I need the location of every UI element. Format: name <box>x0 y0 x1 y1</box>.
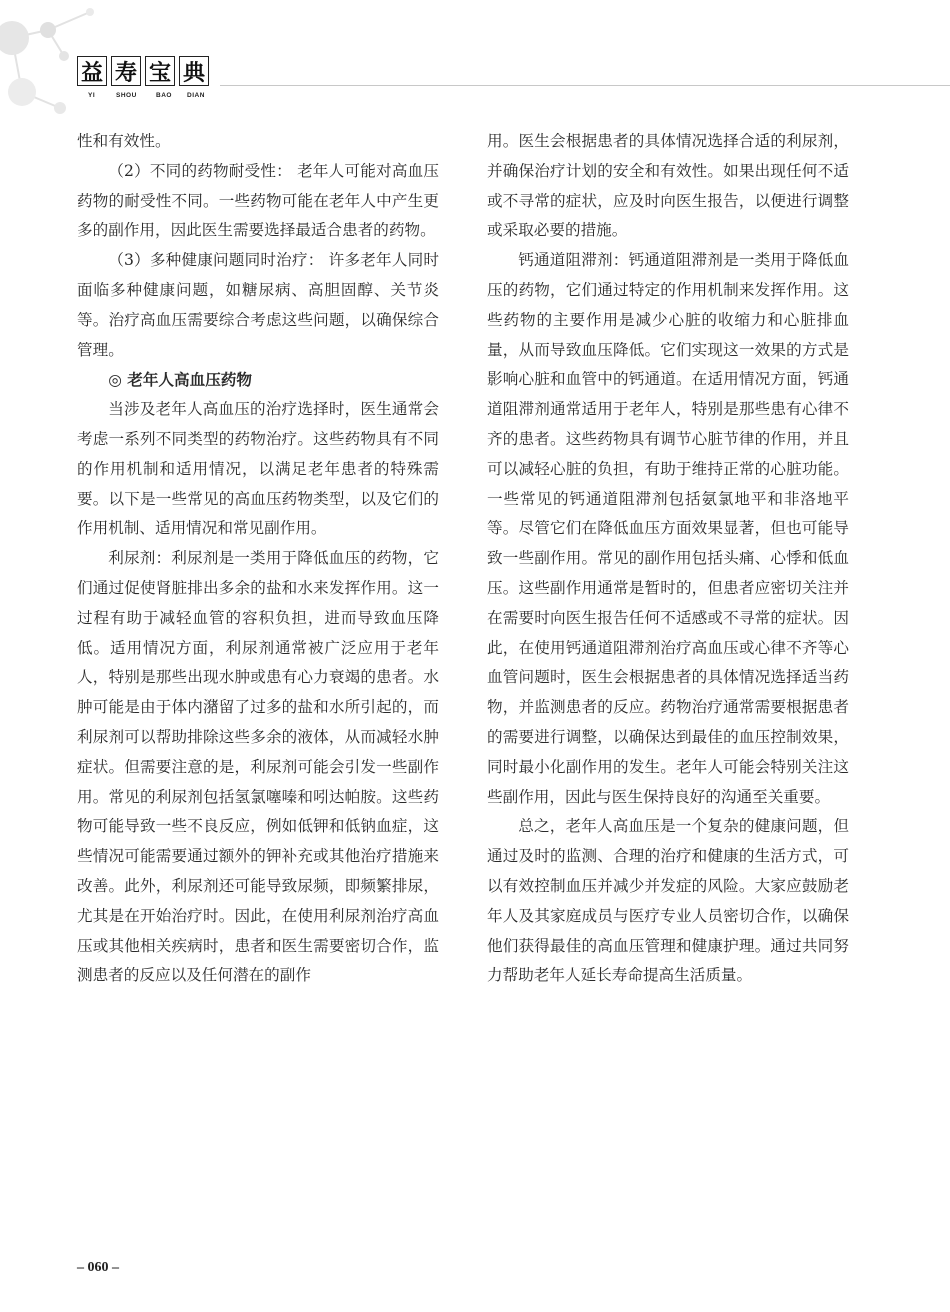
paragraph: （3）多种健康问题同时治疗： 许多老年人同时面临多种健康问题，如糖尿病、高胆固醇、关节炎等。治疗高血压需要综合考虑这些问题，以确保综合管理。 <box>77 251 439 359</box>
paragraph: （2）不同的药物耐受性： 老年人可能对高血压药物的耐受性不同。一些药物可能在老年人中产生更多的副作用，因此医生需要选择最适合患者的药物。 <box>77 161 439 240</box>
logo-char: 益 <box>77 56 107 86</box>
logo-pinyin: YI <box>88 92 96 99</box>
logo-char: 宝 <box>145 56 175 86</box>
logo-char: 寿 <box>111 56 141 86</box>
page-number: – 060 – <box>77 1260 119 1275</box>
logo-pinyin: SHOU <box>116 92 137 99</box>
paragraph: 用。医生会根据患者的具体情况选择合适的利尿剂，并确保治疗计划的安全和有效性。如果出现任何不适或不寻常的症状，应及时向医生报告，以便进行调整或采取必要的措施。 <box>487 132 849 240</box>
paragraph: 钙通道阻滞剂：钙通道阻滞剂是一类用于降低血压的药物，它们通过特定的作用机制来发挥作用。这些药物的主要作用是减少心脏的收缩力和心脏排血量，从而导致血压降低。它们实现这一效果的方式是影响心脏和血管中的钙通道。在适用情况方面，钙通道阻滞剂通常适用于老年人，特别是那些患有心律不齐的患者。这些药物具有调节心脏节律的作用，并且可以减轻心脏的负担，有助于维持正常的心脏功能。一些常见的钙通道阻滞剂包括氨氯地平和非洛地平等。尽管它们在降低血压方面效果显著，但也可能导致一些副作用。常见的副作用包括头痛、心悸和低血压。这些副作用通常是暂时的，但患者应密切关注并在需要时向医生报告任何不适感或不寻常的症状。因此，在使用钙通道阻滞剂治疗高血压或心律不齐等心血管问题时，医生会根据患者的具体情况选择适当药物，并监测患者的反应。药物治疗通常需要根据患者的需要进行调整，以确保达到最佳的血压控制效果，同时最小化副作用的发生。老年人可能会特别关注这些副作用，因此与医生保持良好的沟通至关重要。 <box>487 251 849 806</box>
right-column <box>487 127 849 991</box>
header-rule <box>220 85 950 86</box>
paragraph: 当涉及老年人高血压的治疗选择时，医生通常会考虑一系列不同类型的药物治疗。这些药物具有不同的作用机制和适用情况，以满足老年患者的特殊需要。以下是一些常见的高血压药物类型，以及它们的作用机制、适用情况和常见副作用。 <box>77 400 439 538</box>
paragraph: 总之，老年人高血压是一个复杂的健康问题，但通过及时的监测、合理的治疗和健康的生活方式，可以有效控制血压并减少并发症的风险。大家应鼓励老年人及其家庭成员与医疗专业人员密切合作，以确保他们获得最佳的高血压管理和健康护理。通过共同努力帮助老年人延长寿命提高生活质量。 <box>487 817 849 985</box>
paragraph: 利尿剂：利尿剂是一类用于降低血压的药物，它们通过促使肾脏排出多余的盐和水来发挥作用。这一过程有助于减轻血管的容积负担，进而导致血压降低。适用情况方面，利尿剂通常被广泛应用于老年人，特别是那些出现水肿或患有心力衰竭的患者。水肿可能是由于体内潴留了过多的盐和水所引起的，而利尿剂可以帮助排除这些多余的液体，从而减轻水肿症状。但需要注意的是，利尿剂可能会引发一些副作用。常见的利尿剂包括氢氯噻嗪和吲达帕胺。这些药物可能导致一些不良反应，例如低钾和低钠血症，这些情况可能需要通过额外的钾补充或其他治疗措施来改善。此外，利尿剂还可能导致尿频，即频繁排尿，尤其是在开始治疗时。因此，在使用利尿剂治疗高血压或其他相关疾病时，患者和医生需要密切合作，监测患者的反应以及任何潜在的副作 <box>77 549 439 985</box>
left-column <box>77 127 439 991</box>
section-heading: ◎ 老年人高血压药物 <box>108 370 252 390</box>
logo-pinyin: DIAN <box>187 92 205 99</box>
logo-char: 典 <box>179 56 209 86</box>
paragraph: 性和有效性。 <box>77 132 171 150</box>
magazine-logo <box>77 56 209 86</box>
logo-pinyin: BAO <box>156 92 172 99</box>
